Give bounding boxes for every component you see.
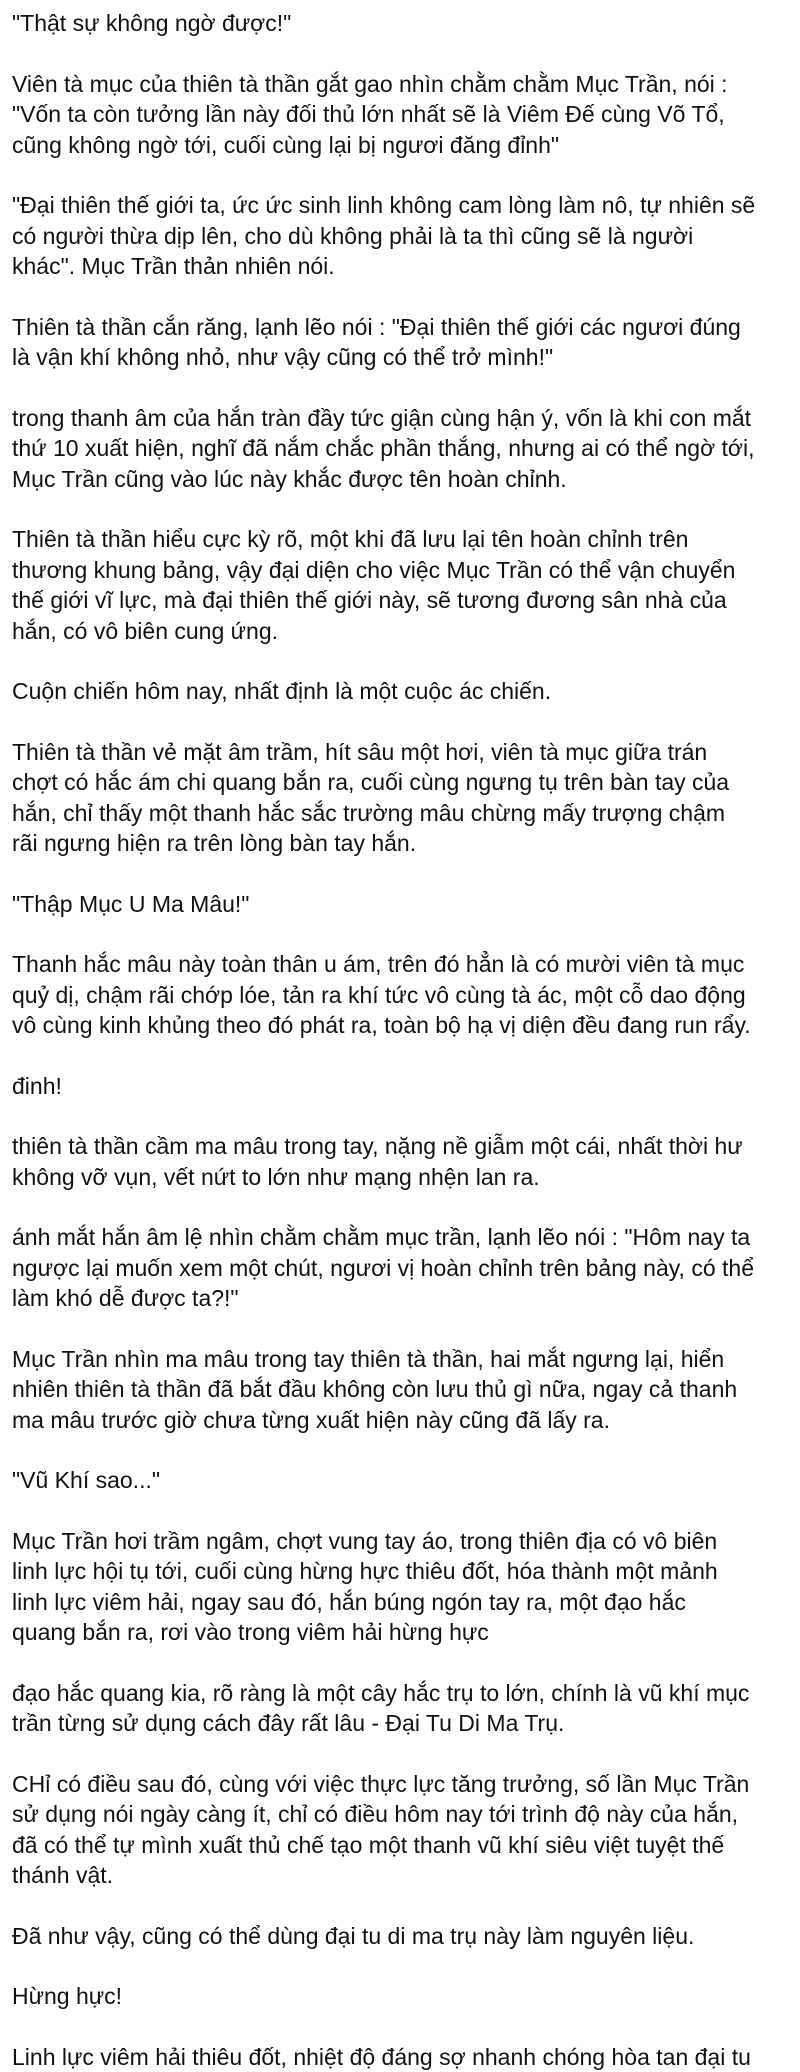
paragraph: Thiên tà thần hiểu cực kỳ rõ, một khi đã lưu lại tên hoàn chỉnh trên thương khung bảng, vậy đại diện cho việc Mục Trần có thể vận chuyển thế giới vĩ lực, mà đại thiên thế giới này, sẽ tương đương sân nhà của hắn, có vô biên cung ứng. bbox=[12, 524, 786, 646]
paragraph: "Thật sự không ngờ được!" bbox=[12, 8, 786, 39]
paragraph: "Thập Mục U Ma Mâu!" bbox=[12, 889, 786, 920]
paragraph: Mục Trần nhìn ma mâu trong tay thiên tà thần, hai mắt ngưng lại, hiển nhiên thiên tà thần đã bắt đầu không còn lưu thủ gì nữa, ngay cả thanh ma mâu trước giờ chưa từng xuất hiện này cũng đã lấy ra. bbox=[12, 1344, 786, 1436]
paragraph: Cuộn chiến hôm nay, nhất định là một cuộc ác chiến. bbox=[12, 676, 786, 707]
paragraph: Thanh hắc mâu này toàn thân u ám, trên đó hẳn là có mười viên tà mục quỷ dị, chậm rãi chớp lóe, tản ra khí tức vô cùng tà ác, một cỗ dao động vô cùng kinh khủng theo đó phát ra, toàn bộ hạ vị diện đều đang run rẩy. bbox=[12, 949, 786, 1041]
paragraph: ánh mắt hắn âm lệ nhìn chằm chằm mục trần, lạnh lẽo nói : "Hôm nay ta ngược lại muốn xem một chút, ngươi vị hoàn chỉnh trên bảng này, có thể làm khó dễ được ta?!" bbox=[12, 1222, 786, 1314]
paragraph: "Đại thiên thế giới ta, ức ức sinh linh không cam lòng làm nô, tự nhiên sẽ có người thừa dịp lên, cho dù không phải là ta thì cũng sẽ là người khác". Mục Trần thản nhiên nói. bbox=[12, 190, 786, 282]
paragraph: Hừng hực! bbox=[12, 1981, 786, 2012]
paragraph: Đã như vậy, cũng có thể dùng đại tu di ma trụ này làm nguyên liệu. bbox=[12, 1921, 786, 1952]
paragraph: Thiên tà thần vẻ mặt âm trầm, hít sâu một hơi, viên tà mục giữa trán chợt có hắc ám chi quang bắn ra, cuối cùng ngưng tụ trên bàn tay của hắn, chỉ thấy một thanh hắc sắc trường mâu chừng mấy trượng chậm rãi ngưng hiện ra trên lòng bàn tay hắn. bbox=[12, 737, 786, 859]
paragraph: Viên tà mục của thiên tà thần gắt gao nhìn chằm chằm Mục Trần, nói : "Vốn ta còn tưởng lần này đối thủ lớn nhất sẽ là Viêm Đế cùng Võ Tổ, cũng không ngờ tới, cuối cùng lại bị ngươi đăng đỉnh" bbox=[12, 69, 786, 161]
paragraph: "Vũ Khí sao..." bbox=[12, 1465, 786, 1496]
paragraph: Thiên tà thần cắn răng, lạnh lẽo nói : "Đại thiên thế giới các ngươi đúng là vận khí không nhỏ, như vậy cũng có thể trở mình!" bbox=[12, 312, 786, 373]
paragraph: CHỉ có điều sau đó, cùng với việc thực lực tăng trưởng, số lần Mục Trần sử dụng nói ngày càng ít, chỉ có điều hôm nay tới trình độ này của hắn, đã có thể tự mình xuất thủ chế tạo một thanh vũ khí siêu việt tuyệt thế thánh vật. bbox=[12, 1769, 786, 1891]
paragraph: thiên tà thần cầm ma mâu trong tay, nặng nề giẫm một cái, nhất thời hư không vỡ vụn, vết nứt to lớn như mạng nhện lan ra. bbox=[12, 1131, 786, 1192]
paragraph: trong thanh âm của hắn tràn đầy tức giận cùng hận ý, vốn là khi con mắt thứ 10 xuất hiện, nghĩ đã nắm chắc phần thắng, nhưng ai có thể ngờ tới, Mục Trần cũng vào lúc này khắc được tên hoàn chỉnh. bbox=[12, 403, 786, 495]
paragraph: đinh! bbox=[12, 1071, 786, 1102]
paragraph: Mục Trần hơi trầm ngâm, chợt vung tay áo, trong thiên địa có vô biên linh lực hội tụ tới, cuối cùng hừng hực thiêu đốt, hóa thành một mảnh linh lực viêm hải, ngay sau đó, hắn búng ngón tay ra, một đạo hắc quang bắn ra, rơi vào trong viêm hải hừng hực bbox=[12, 1526, 786, 1648]
paragraph: Linh lực viêm hải thiêu đốt, nhiệt độ đáng sợ nhanh chóng hòa tan đại tu bbox=[12, 2042, 786, 2072]
paragraph: đạo hắc quang kia, rõ ràng là một cây hắc trụ to lớn, chính là vũ khí mục trần từng sử dụng cách đây rất lâu - Đại Tu Di Ma Trụ. bbox=[12, 1678, 786, 1739]
